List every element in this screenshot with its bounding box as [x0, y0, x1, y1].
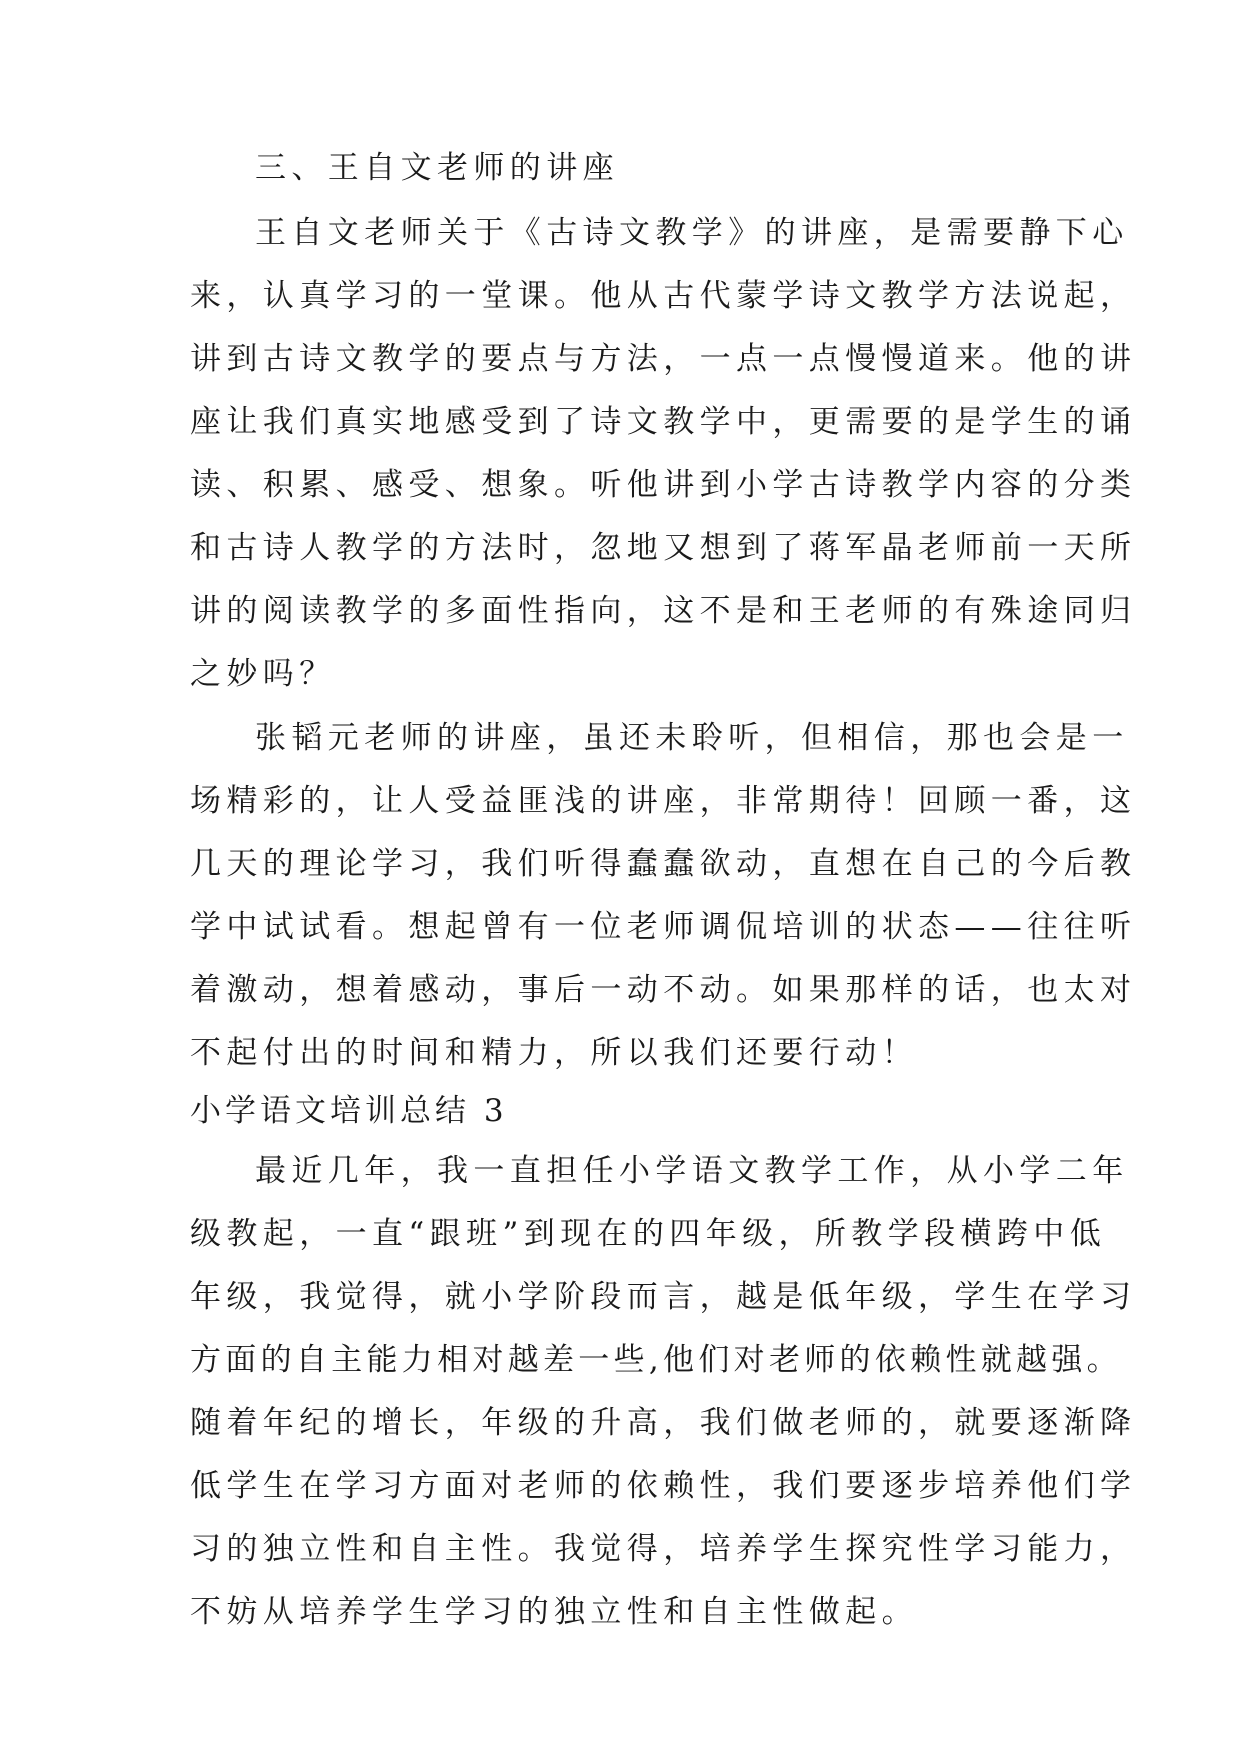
section-heading: 三、王自文老师的讲座: [255, 150, 619, 186]
paragraph-line: 习的独立性和自主性。我觉得，培养学生探究性学习能力，: [190, 1531, 1137, 1567]
paragraph-line: 几天的理论学习，我们听得蠢蠢欲动，直想在自己的今后教: [190, 846, 1137, 882]
paragraph-line: 来，认真学习的一堂课。他从古代蒙学诗文教学方法说起，: [190, 278, 1137, 314]
paragraph-line: 场精彩的，让人受益匪浅的讲座，非常期待！回顾一番，这: [190, 783, 1137, 819]
paragraph-line: 讲到古诗文教学的要点与方法，一点一点慢慢道来。他的讲: [190, 341, 1137, 377]
paragraph-line: 不起付出的时间和精力，所以我们还要行动！: [190, 1035, 918, 1071]
paragraph-line: 级教起，一直“跟班”到现在的四年级，所教学段横跨中低: [190, 1216, 1107, 1252]
paragraph-line: 之妙吗？: [190, 656, 336, 692]
paragraph-line: 低学生在学习方面对老师的依赖性，我们要逐步培养他们学: [190, 1468, 1137, 1504]
paragraph-line: 最近几年，我一直担任小学语文教学工作，从小学二年: [255, 1153, 1129, 1189]
paragraph-line: 读、积累、感受、想象。听他讲到小学古诗教学内容的分类: [190, 467, 1137, 503]
paragraph-line: 方面的自主能力相对越差一些,他们对老师的依赖性就越强。: [190, 1342, 1122, 1378]
paragraph-line: 年级，我觉得，就小学阶段而言，越是低年级，学生在学习: [190, 1279, 1137, 1315]
paragraph-line: 随着年纪的增长，年级的升高，我们做老师的，就要逐渐降: [190, 1405, 1137, 1441]
paragraph-line: 学中试试看。想起曾有一位老师调侃培训的状态——往往听: [190, 909, 1137, 945]
paragraph-line: 座让我们真实地感受到了诗文教学中，更需要的是学生的诵: [190, 404, 1137, 440]
paragraph-line: 王自文老师关于《古诗文教学》的讲座，是需要静下心: [255, 215, 1129, 251]
section-title: 小学语文培训总结 3: [190, 1093, 508, 1129]
paragraph-line: 张韬元老师的讲座，虽还未聆听，但相信，那也会是一: [255, 720, 1129, 756]
paragraph-line: 不妨从培养学生学习的独立性和自主性做起。: [190, 1594, 918, 1630]
paragraph-line: 着激动，想着感动，事后一动不动。如果那样的话，也太对: [190, 972, 1137, 1008]
paragraph-line: 和古诗人教学的方法时，忽地又想到了蒋军晶老师前一天所: [190, 530, 1137, 566]
paragraph-line: 讲的阅读教学的多面性指向，这不是和王老师的有殊途同归: [190, 593, 1137, 629]
